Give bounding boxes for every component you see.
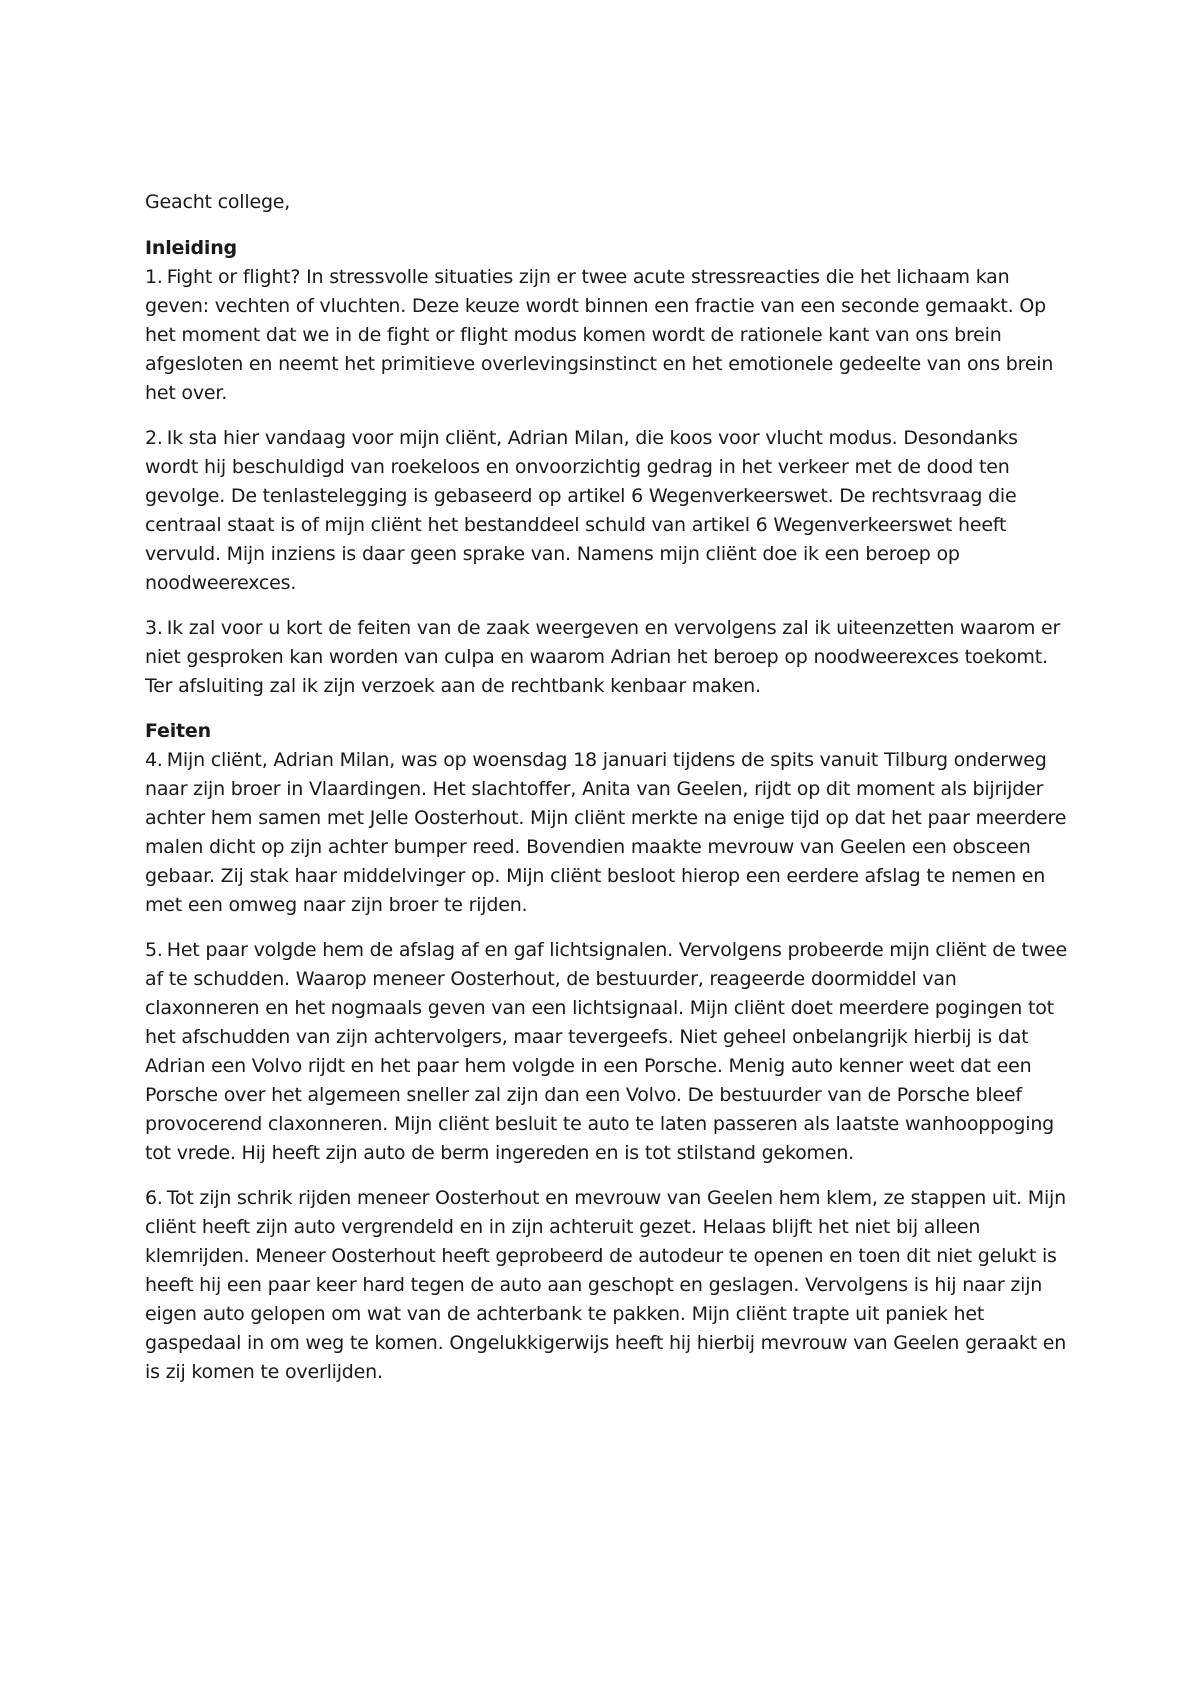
paragraph-text: Ik sta hier vandaag voor mijn cliënt, Adrian Milan, die koos voor vlucht modus. Desondanks wordt hij beschuldigd van roekeloos en onvoorzichtig gedrag in het verkeer met de dood ten gevolge. De tenlastelegging is gebaseerd op artikel 6 Wegenverkeerswet. De rechtsvraag die centraal staat is of mijn cliënt het bestanddeel schuld van artikel 6 Wegenverkeerswet heeft vervuld. Mijn inziens is daar geen sprake van. Namens mijn cliënt doe ik een beroep op noodweerexces. [145, 427, 1018, 594]
paragraph-3 [145, 614, 1070, 701]
paragraph-number: 6. [145, 1187, 163, 1209]
paragraph-4 [145, 746, 1070, 920]
paragraph-text: Mijn cliënt, Adrian Milan, was op woensdag 18 januari tijdens de spits vanuit Tilburg onderweg naar zijn broer in Vlaardingen. Het slachtoffer, Anita van Geelen, rijdt op dit moment als bijrijder achter hem samen met Jelle Oosterhout. Mijn cliënt merkte na enige tijd op dat het paar meerdere malen dicht op zijn achter bumper reed. Bovendien maakte mevrouw van Geelen een obsceen gebaar. Zij stak haar middelvinger op. Mijn cliënt besloot hierop een eerdere afslag te nemen en met een omweg naar zijn broer te rijden. [145, 749, 1067, 916]
document-body [145, 188, 1070, 1403]
section-feiten [145, 717, 1070, 1387]
paragraph-1 [145, 263, 1070, 408]
paragraph-5 [145, 936, 1070, 1168]
paragraph-number: 3. [145, 617, 163, 639]
paragraph-text: Het paar volgde hem de afslag af en gaf lichtsignalen. Vervolgens probeerde mijn cliënt de twee af te schudden. Waarop meneer Oosterhout, de bestuurder, reageerde doormiddel van claxonneren en het nogmaals geven van een lichtsignaal. Mijn cliënt doet meerdere pogingen tot het afschudden van zijn achtervolgers, maar tevergeefs. Niet geheel onbelangrijk hierbij is dat Adrian een Volvo rijdt en het paar hem volgde in een Porsche. Menig auto kenner weet dat een Porsche over het algemeen sneller zal zijn dan een Volvo. De bestuurder van de Porsche bleef provocerend claxonneren. Mijn cliënt besluit te auto te laten passeren als laatste wanhooppoging tot vrede. Hij heeft zijn auto de berm ingereden en is tot stilstand gekomen. [145, 939, 1068, 1164]
paragraph-2 [145, 424, 1070, 598]
paragraph-number: 2. [145, 427, 163, 449]
paragraph-number: 5. [145, 939, 163, 961]
section-inleiding [145, 234, 1070, 701]
section-heading-feiten: Feiten [145, 720, 211, 742]
paragraph-number: 4. [145, 749, 163, 771]
section-heading-inleiding: Inleiding [145, 237, 237, 259]
salutation: Geacht college, [145, 191, 291, 213]
paragraph-number: 1. [145, 266, 163, 288]
paragraph-text: Ik zal voor u kort de feiten van de zaak weergeven en vervolgens zal ik uiteenzetten waarom er niet gesproken kan worden van culpa en waarom Adrian het beroep op noodweerexces toekomt. Ter afsluiting zal ik zijn verzoek aan de rechtbank kenbaar maken. [145, 617, 1061, 697]
paragraph-text: Fight or flight? In stressvolle situaties zijn er twee acute stressreacties die het lichaam kan geven: vechten of vluchten. Deze keuze wordt binnen een fractie van een seconde gemaakt. Op het moment dat we in de fight or flight modus komen wordt de rationele kant van ons brein afgesloten en neemt het primitieve overlevingsinstinct en het emotionele gedeelte van ons brein het over. [145, 266, 1054, 404]
paragraph-6 [145, 1184, 1070, 1387]
paragraph-text: Tot zijn schrik rijden meneer Oosterhout en mevrouw van Geelen hem klem, ze stappen uit. Mijn cliënt heeft zijn auto vergrendeld en in zijn achteruit gezet. Helaas blijft het niet bij alleen klemrijden. Meneer Oosterhout heeft geprobeerd de autodeur te openen en toen dit niet gelukt is heeft hij een paar keer hard tegen de auto aan geschopt en geslagen. Vervolgens is hij naar zijn eigen auto gelopen om wat van de achterbank te pakken. Mijn cliënt trapte uit paniek het gaspedaal in om weg te komen. Ongelukkigerwijs heeft hij hierbij mevrouw van Geelen geraakt en is zij komen te overlijden. [145, 1187, 1067, 1383]
